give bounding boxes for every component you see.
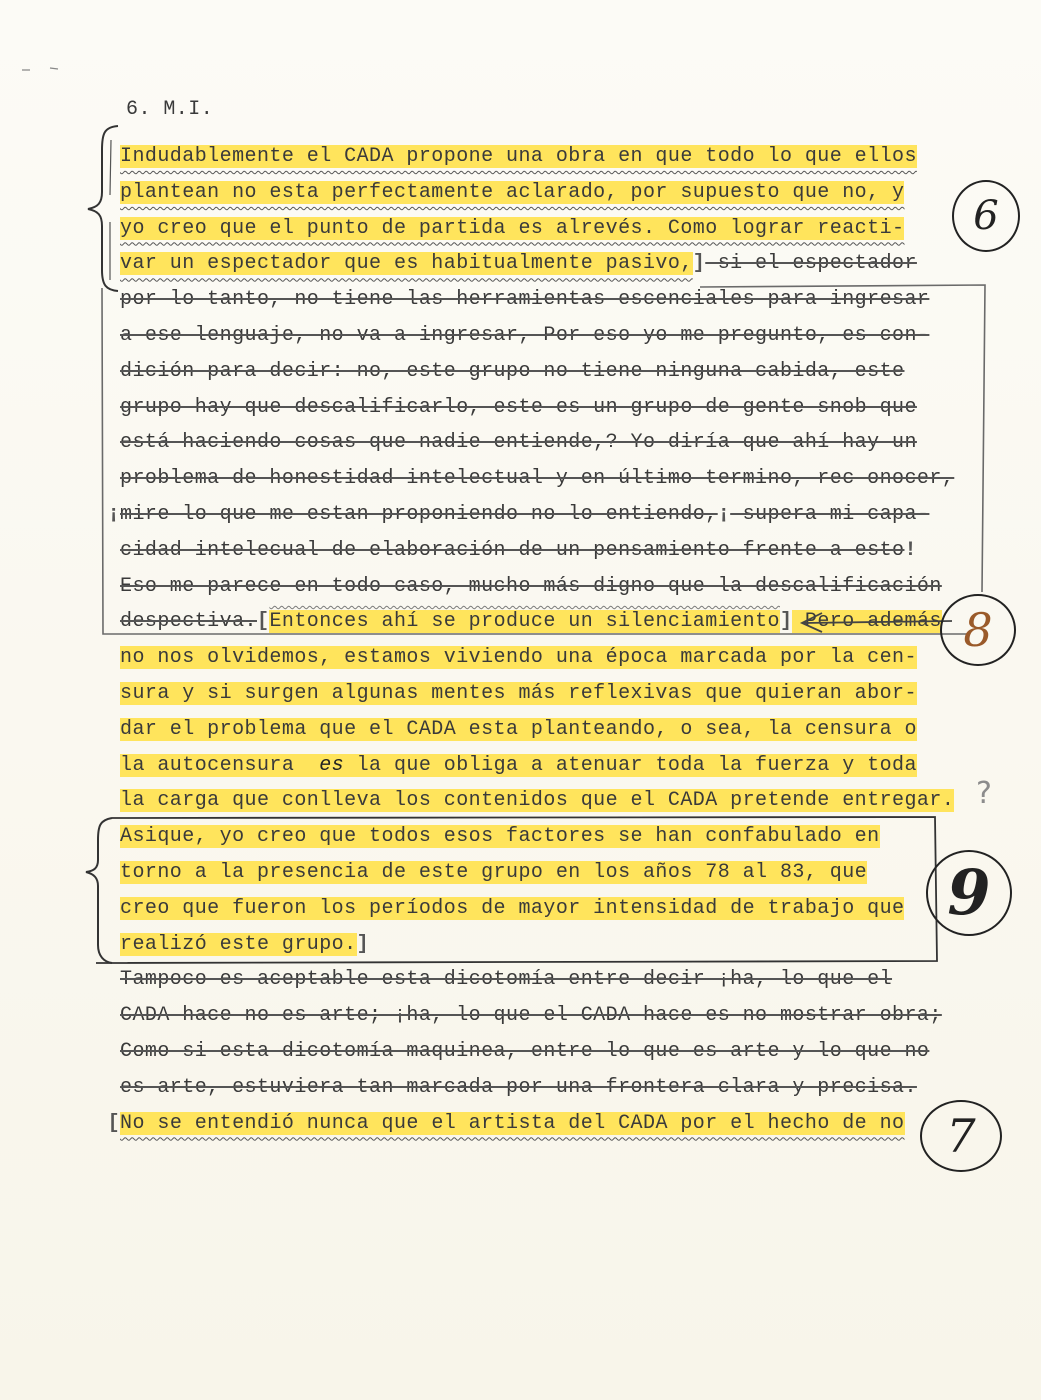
typed-line xyxy=(120,246,1020,282)
pencil-exclamation-mark: ¡ xyxy=(717,502,731,526)
highlighted-text: Pero además xyxy=(792,610,942,634)
typed-line xyxy=(120,354,1020,390)
struck-text: dición para decir: no, este grupo no tiene ninguna cabida, este xyxy=(120,359,905,383)
left-curly-brace-paragraph-1 xyxy=(88,126,118,291)
typed-line xyxy=(120,175,1020,211)
highlighted-text: creo que fueron los períodos de mayor intensidad de trabajo que xyxy=(120,896,905,920)
typed-body xyxy=(107,139,1020,1141)
highlighted-text: No se entendió nunca que el artista del CADA por el hecho de no xyxy=(120,1111,905,1135)
highlighted-text: la autocensura xyxy=(120,753,320,777)
struck-text: supera mi capa- xyxy=(730,502,930,526)
struck-text: por lo tanto, no tiene las herramientas escenciales para ingresar xyxy=(120,288,930,312)
struck-text: cidad intelecual de elaboración de un pensamiento frente a esto xyxy=(120,538,905,562)
typed-line xyxy=(120,640,1020,676)
pencil-bracket-open: [ xyxy=(256,610,270,634)
struck-text: Eso me parece en todo caso, mucho más digno que la descalificación xyxy=(120,574,942,598)
struck-text: mire lo que me estan proponiendo no lo entiendo, xyxy=(120,502,718,526)
typed-line xyxy=(120,139,1020,175)
circled-number-note: 7 xyxy=(920,1100,1002,1172)
typed-line xyxy=(120,855,1020,891)
typed-line xyxy=(120,211,1020,247)
struck-text: grupo hay que descalificarlo, este es un grupo de gente snob que xyxy=(120,395,917,419)
struck-text: despectiva. xyxy=(120,610,257,634)
handwritten-correction: es xyxy=(319,753,345,777)
circled-number-note: 6 xyxy=(952,180,1020,252)
struck-text: CADA hace no es arte; ¡ha, lo que el CADA hace es no mostrar obra; xyxy=(120,1004,942,1028)
struck-text: Como si esta dicotomía maquinea, entre lo que es arte y lo que no xyxy=(120,1039,930,1063)
pencil-bracket-close: ] xyxy=(779,610,793,634)
highlighted-text: dar el problema que el CADA esta planteando, o sea, la censura o xyxy=(120,717,917,741)
struck-text: a ese lenguaje, no va a ingresar, Por eso yo me pregunto, es con- xyxy=(120,323,930,347)
pencil-tick-marks xyxy=(22,68,58,70)
highlighted-text: torno a la presencia de este grupo en los años 78 al 83, que xyxy=(120,860,868,884)
highlighted-text: Asique, yo creo que todos esos factores se han confabulado en xyxy=(120,825,880,849)
typed-line xyxy=(107,497,1020,533)
left-curly-brace-paragraph-9 xyxy=(86,818,112,963)
typed-line xyxy=(120,461,1020,497)
highlighted-text: yo creo que el punto de partida es alrevés. Como lograr reacti- xyxy=(120,216,905,240)
struck-text: problema de honestidad intelectual y en último termino, rec onocer, xyxy=(120,467,955,491)
left-curly-brace-inner-stroke xyxy=(110,140,111,280)
highlighted-text: la que obliga a atenuar toda la fuerza y toda xyxy=(344,753,917,777)
typed-line xyxy=(120,282,1020,318)
pencil-exclamation-mark: ! xyxy=(904,538,917,562)
typed-line xyxy=(120,425,1020,461)
struck-text: Tampoco es aceptable esta dicotomía entre decir ¡ha, lo que el xyxy=(120,968,893,992)
struck-text: si el espectador xyxy=(705,252,917,276)
circled-number-note: 8 xyxy=(940,594,1016,666)
typed-line xyxy=(120,998,1020,1034)
highlighted-text: sura y si surgen algunas mentes más reflexivas que quieran abor- xyxy=(120,681,917,705)
question-mark-note: ? xyxy=(976,776,992,811)
highlighted-text: no nos olvidemos, estamos viviendo una época marcada por la cen- xyxy=(120,646,917,670)
highlighted-text: var un espectador que es habitualmente pasivo, xyxy=(120,252,693,276)
typed-line xyxy=(120,1070,1020,1106)
highlighted-text: realizó este grupo. xyxy=(120,932,357,956)
typed-line xyxy=(120,1034,1020,1070)
pencil-bracket-close: ] xyxy=(356,932,370,956)
typed-line xyxy=(120,891,1020,927)
highlighted-text: plantean no esta perfectamente aclarado, por supuesto que no, y xyxy=(120,180,905,204)
typed-line xyxy=(120,569,1020,605)
highlighted-text: la carga que conlleva los contenidos que el CADA pretende entregar. xyxy=(120,789,955,813)
typed-line xyxy=(107,1106,1020,1142)
typed-line xyxy=(120,318,1020,354)
highlighted-text: Entonces ahí se produce un silenciamiento xyxy=(269,610,780,634)
pencil-bracket-open: [ xyxy=(107,1111,121,1135)
typed-line xyxy=(120,819,1020,855)
struck-text: está haciendo cosas que nadie entiende,? Yo diría que ahí hay un xyxy=(120,431,917,455)
typed-line xyxy=(120,927,1020,963)
pencil-bracket-close: ] xyxy=(692,252,706,276)
circled-number-note: 9 xyxy=(926,850,1012,936)
typed-line xyxy=(120,962,1020,998)
typed-line xyxy=(120,390,1020,426)
pencil-exclamation-mark: ¡ xyxy=(107,502,121,526)
highlighted-text: Indudablemente el CADA propone una obra en que todo lo que ellos xyxy=(120,145,917,168)
typed-line xyxy=(120,533,1020,569)
struck-text: es arte, estuviera tan marcada por una frontera clara y precisa. xyxy=(120,1075,917,1099)
typed-line xyxy=(120,604,1020,640)
typed-line xyxy=(120,712,1020,748)
typed-line xyxy=(120,676,1020,712)
typed-line xyxy=(120,783,1020,819)
typed-line xyxy=(120,748,1020,784)
page-header: 6. M.I. xyxy=(126,98,214,121)
